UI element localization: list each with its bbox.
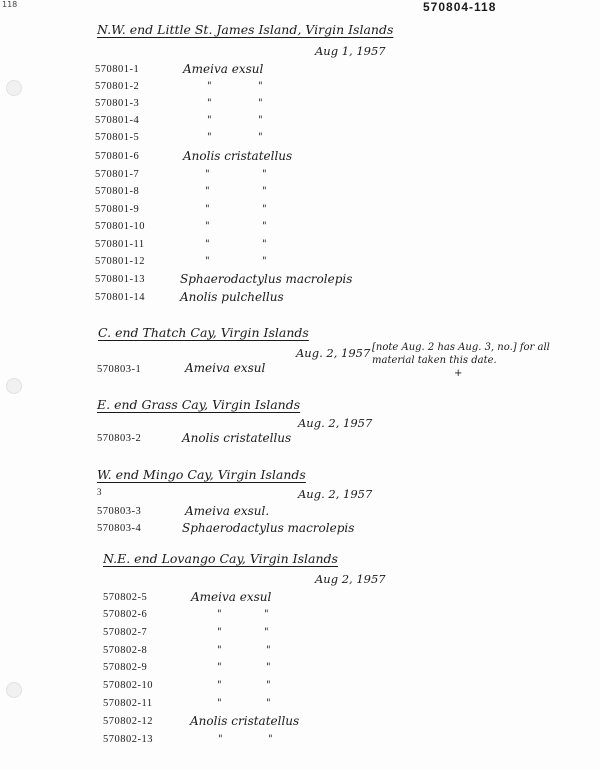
specimen-number: 570801-8 [95,186,140,197]
ditto-mark: " [217,645,222,656]
specimen-number: 570802-5 [103,592,148,603]
specimen-number: 570802-7 [103,627,148,638]
section-heading: N.E. end Lovango Cay, Virgin Islands [103,551,338,566]
ditto-mark: " [205,186,210,197]
ditto-mark: " [205,256,210,267]
specimen-number: 570801-6 [95,151,140,162]
section-heading: W. end Mingo Cay, Virgin Islands [97,467,306,482]
ditto-mark: " [207,115,212,126]
ditto-mark: " [266,662,271,673]
species-name: Anolis cristatellus [190,714,300,728]
specimen-number: 570801-3 [95,98,140,109]
ditto-mark: " [262,186,267,197]
ditto-mark: " [262,204,267,215]
specimen-number: 570801-12 [95,256,145,267]
species-name: Sphaerodactylus macrolepis [182,521,355,535]
section-heading: C. end Thatch Cay, Virgin Islands [98,325,309,340]
ditto-mark: " [217,627,222,638]
section-date: Aug 2, 1957 [315,572,386,586]
specimen-number: 570802-13 [103,734,153,745]
ditto-mark: " [268,734,273,745]
specimen-number: 570802-11 [103,698,153,709]
ditto-mark: " [262,239,267,250]
species-name: Anolis cristatellus [182,431,292,445]
ditto-mark: " [262,256,267,267]
ditto-mark: " [205,169,210,180]
specimen-number: 570802-9 [103,662,148,673]
section-date: Aug. 2, 1957 [298,416,373,430]
specimen-number: 570803-2 [97,433,142,444]
specimen-number: 570801-10 [95,221,145,232]
specimen-number: 570801-5 [95,132,140,143]
ditto-mark: " [207,81,212,92]
punch-hole [6,80,22,96]
ditto-mark: " [258,132,263,143]
ditto-mark: " [258,115,263,126]
species-name: Ameiva exsul. [185,504,270,518]
ditto-mark: " [264,627,269,638]
specimen-number: 570801-4 [95,115,140,126]
ditto-mark: " [262,169,267,180]
specimen-number: 570801-9 [95,204,140,215]
ditto-mark: " [266,680,271,691]
specimen-number: 570803-1 [97,364,142,375]
punch-hole [6,682,22,698]
specimen-number: 570802-8 [103,645,148,656]
species-name: Ameiva exsul [191,590,272,604]
specimen-number: 570801-13 [95,274,145,285]
ditto-mark: " [266,645,271,656]
ditto-mark: " [217,609,222,620]
section-heading: E. end Grass Cay, Virgin Islands [97,397,301,412]
stray-mark: 3 [97,487,102,497]
species-name: Anolis cristatellus [183,149,293,163]
punch-hole [6,378,22,394]
specimen-number: 570803-4 [97,523,142,534]
ditto-mark: " [207,132,212,143]
specimen-number: 570801-7 [95,169,140,180]
specimen-number: 570801-1 [95,64,140,75]
ditto-mark: " [258,81,263,92]
ditto-mark: " [258,98,263,109]
section-date: Aug. 2, 1957 [298,487,373,501]
ditto-mark: " [207,98,212,109]
ditto-mark: " [205,204,210,215]
specimen-number: 570802-6 [103,609,148,620]
corner-label: 118 [2,0,18,9]
specimen-number: 570802-12 [103,716,153,727]
document-id: 570804-118 [423,0,497,14]
ditto-mark: " [218,734,223,745]
ditto-mark: " [262,221,267,232]
species-name: Ameiva exsul [183,62,264,76]
section-date: Aug. 2, 1957 [296,346,371,360]
specimen-number: 570801-14 [95,292,145,303]
annotation-note: [note Aug. 2 has Aug. 3, no.] for all material taken this date. [372,342,550,366]
ditto-mark: " [266,698,271,709]
ditto-mark: " [205,221,210,232]
species-name: Anolis pulchellus [180,290,284,304]
specimen-number: 570802-10 [103,680,153,691]
ditto-mark: " [264,609,269,620]
species-name: Sphaerodactylus macrolepis [180,272,353,286]
section-heading: N.W. end Little St. James Island, Virgin Islands [97,22,394,37]
ditto-mark: " [217,662,222,673]
ditto-mark: " [205,239,210,250]
specimen-number: 570803-3 [97,506,142,517]
specimen-number: 570801-11 [95,239,145,250]
ditto-mark: " [217,680,222,691]
species-name: Ameiva exsul [185,361,266,375]
ditto-mark: " [217,698,222,709]
specimen-number: 570801-2 [95,81,140,92]
plus-mark: + [454,368,463,379]
section-date: Aug 1, 1957 [315,44,386,58]
